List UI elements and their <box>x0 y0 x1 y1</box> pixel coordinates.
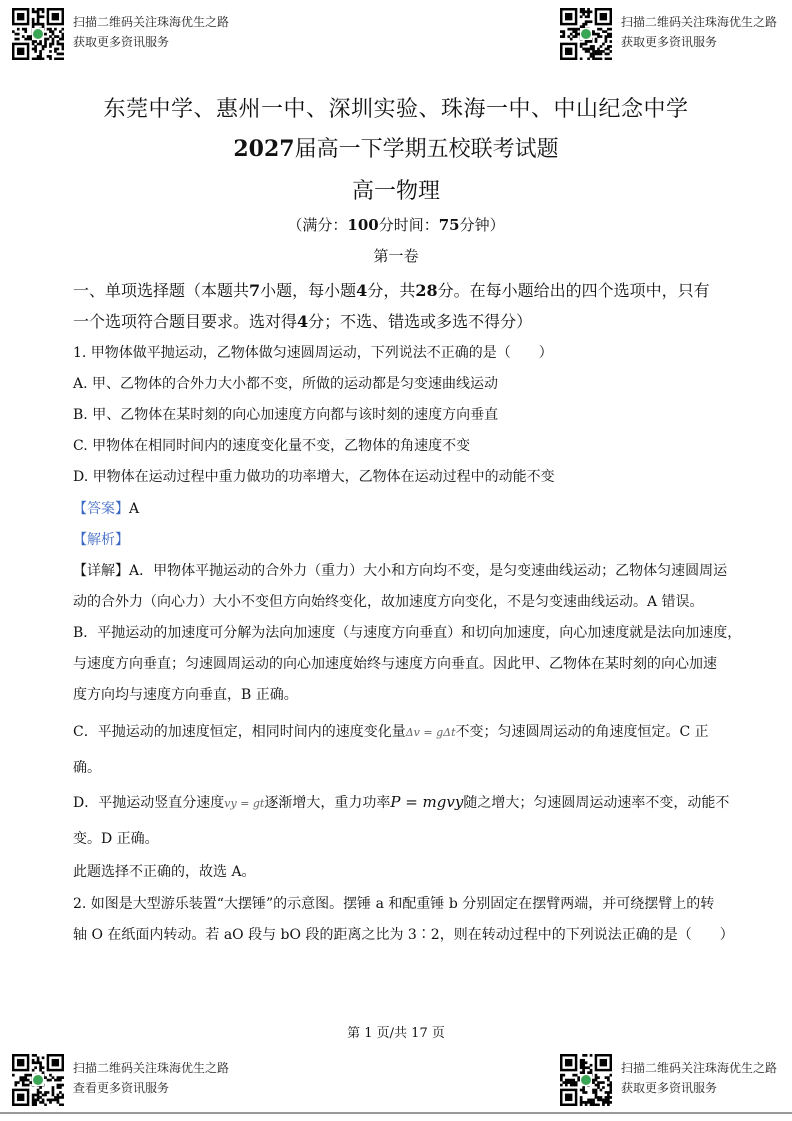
bottom-divider <box>0 1112 792 1114</box>
detail-text: 逐渐增大，重力功率 <box>264 795 391 811</box>
subject-title: 高一物理 <box>351 179 440 204</box>
qr-block-footer-right <box>560 1054 777 1106</box>
question-1-option-a: A. 甲、乙物体的合外力大小都不变，所做的运动都是匀变速曲线运动 <box>73 376 499 392</box>
section-heading-line2 <box>73 309 733 332</box>
score-middle: 分时间： <box>378 216 439 234</box>
question-1-stem: 1. 甲物体做平抛运动，乙物体做匀速圆周运动，下列说法不正确的是（ ） <box>73 345 553 361</box>
volume-title: 第一卷 <box>373 247 419 265</box>
schools-title: 东莞中学、惠州一中、深圳实验、珠海一中、中山纪念中学 <box>103 97 689 122</box>
qr-code-icon[interactable] <box>560 8 612 60</box>
detail-text: 不变；匀速圆周运动的角速度恒定。C 正 <box>455 724 709 740</box>
qr-caption-line1: 扫描二维码关注珠海优生之路 <box>621 1061 778 1075</box>
qr-code-icon[interactable] <box>12 1054 64 1106</box>
sec-text: 小题，每小题 <box>260 281 357 300</box>
detail-c-line1 <box>73 721 733 741</box>
qr-caption-line1: 扫描二维码关注珠海优生之路 <box>73 15 230 29</box>
qr-code-icon[interactable] <box>12 8 64 60</box>
conclusion: 此题选择不正确的，故选 A。 <box>73 864 256 880</box>
qr-block-header-right <box>560 8 777 60</box>
question-1-option-b: B. 甲、乙物体在某时刻的向心加速度方向都与该时刻的速度方向垂直 <box>73 407 499 423</box>
sec-text: 一个选项符合题目要求。选对得 <box>73 312 298 331</box>
detail-b-line3: 度方向均与速度方向垂直，B 正确。 <box>73 687 298 703</box>
detail-text: C．平抛运动的加速度恒定，相同时间内的速度变化量 <box>73 724 406 740</box>
detail-d-line2: 变。D 正确。 <box>73 831 159 847</box>
sec-count: 7 <box>249 281 261 300</box>
answer-line <box>73 498 733 518</box>
answer-label: 【答案】 <box>73 501 129 517</box>
question-1-option-d: D. 甲物体在运动过程中重力做功的功率增大，乙物体在运动过程中的动能不变 <box>73 469 555 485</box>
exam-year: 2027 <box>233 136 295 162</box>
qr-caption-line1: 扫描二维码关注珠海优生之路 <box>621 15 778 29</box>
score-value: 100 <box>347 216 379 234</box>
detail-b-line2: 与速度方向垂直；匀速圆周运动的向心加速度始终与速度方向垂直。因此甲、乙物体在某时刻的向心加速 <box>73 656 717 672</box>
time-suffix: 分钟） <box>459 216 505 234</box>
qr-caption-line2: 获取更多资讯服务 <box>73 35 170 49</box>
qr-caption-line2: 查看更多资讯服务 <box>73 1081 170 1095</box>
sec-text: 分；不选、错选或多选不得分） <box>308 312 533 331</box>
detail-c-line2: 确。 <box>73 760 101 776</box>
formula-delta-v: Δv = gΔt <box>405 726 456 739</box>
detail-b-line1: B．平抛运动的加速度可分解为法向加速度（与速度方向垂直）和切向加速度，向心加速度就是法向加速度， <box>73 625 742 641</box>
detail-a-line2: 动的合外力（向心力）大小不变但方向始终变化，故加速度方向变化，不是匀变速曲线运动。A 错误。 <box>73 594 704 610</box>
sec-points: 4 <box>297 312 309 331</box>
detail-a-line1: 【详解】A．甲物体平抛运动的合外力（重力）大小和方向均不变，是匀变速曲线运动；乙物体匀速圆周运 <box>73 563 728 579</box>
sec-text: 一、单项选择题（本题共 <box>73 281 250 300</box>
sec-text: 分。在每小题给出的四个选项中，只有 <box>437 281 710 300</box>
qr-block-header-left <box>12 8 229 60</box>
score-prefix: （满分： <box>287 216 348 234</box>
qr-caption-line2: 获取更多资讯服务 <box>621 1081 718 1095</box>
time-value: 75 <box>438 216 460 234</box>
score-time-info <box>0 214 792 235</box>
exam-title-text: 届高一下学期五校联考试题 <box>294 137 559 162</box>
qr-block-footer-left <box>12 1054 229 1106</box>
detail-text: D．平抛运动竖直分速度 <box>73 795 225 811</box>
detail-text: 随之增大；匀速圆周运动速率不变，动能不 <box>463 795 730 811</box>
sec-points: 4 <box>356 281 368 300</box>
detail-d-line1 <box>73 792 733 812</box>
qr-code-icon[interactable] <box>560 1054 612 1106</box>
sec-text: 分，共 <box>367 281 416 300</box>
section-heading-line1 <box>73 278 733 301</box>
formula-vy: vy = gt <box>224 797 265 810</box>
answer-value: A <box>129 501 140 517</box>
exam-title <box>0 132 792 163</box>
question-1-option-c: C. 甲物体在相同时间内的速度变化量不变，乙物体的角速度不变 <box>73 438 471 454</box>
sec-total: 28 <box>415 281 438 300</box>
question-2-line1: 2. 如图是大型游乐装置“大摆锤”的示意图。摆锤 a 和配重锤 b 分别固定在摆臂两端，并可绕摆臂上的转 <box>73 896 715 912</box>
qr-caption-line1: 扫描二维码关注珠海优生之路 <box>73 1061 230 1075</box>
page-number: 第 1 页/共 17 页 <box>347 1026 445 1041</box>
qr-caption-line2: 获取更多资讯服务 <box>621 35 718 49</box>
question-2-line2: 轴 O 在纸面内转动。若 aO 段与 bO 段的距离之比为 3∶2，则在转动过程中的下列说法正确的是（ ） <box>73 927 734 943</box>
analysis-label: 【解析】 <box>73 532 129 548</box>
formula-power: P = mgvy <box>390 793 464 811</box>
